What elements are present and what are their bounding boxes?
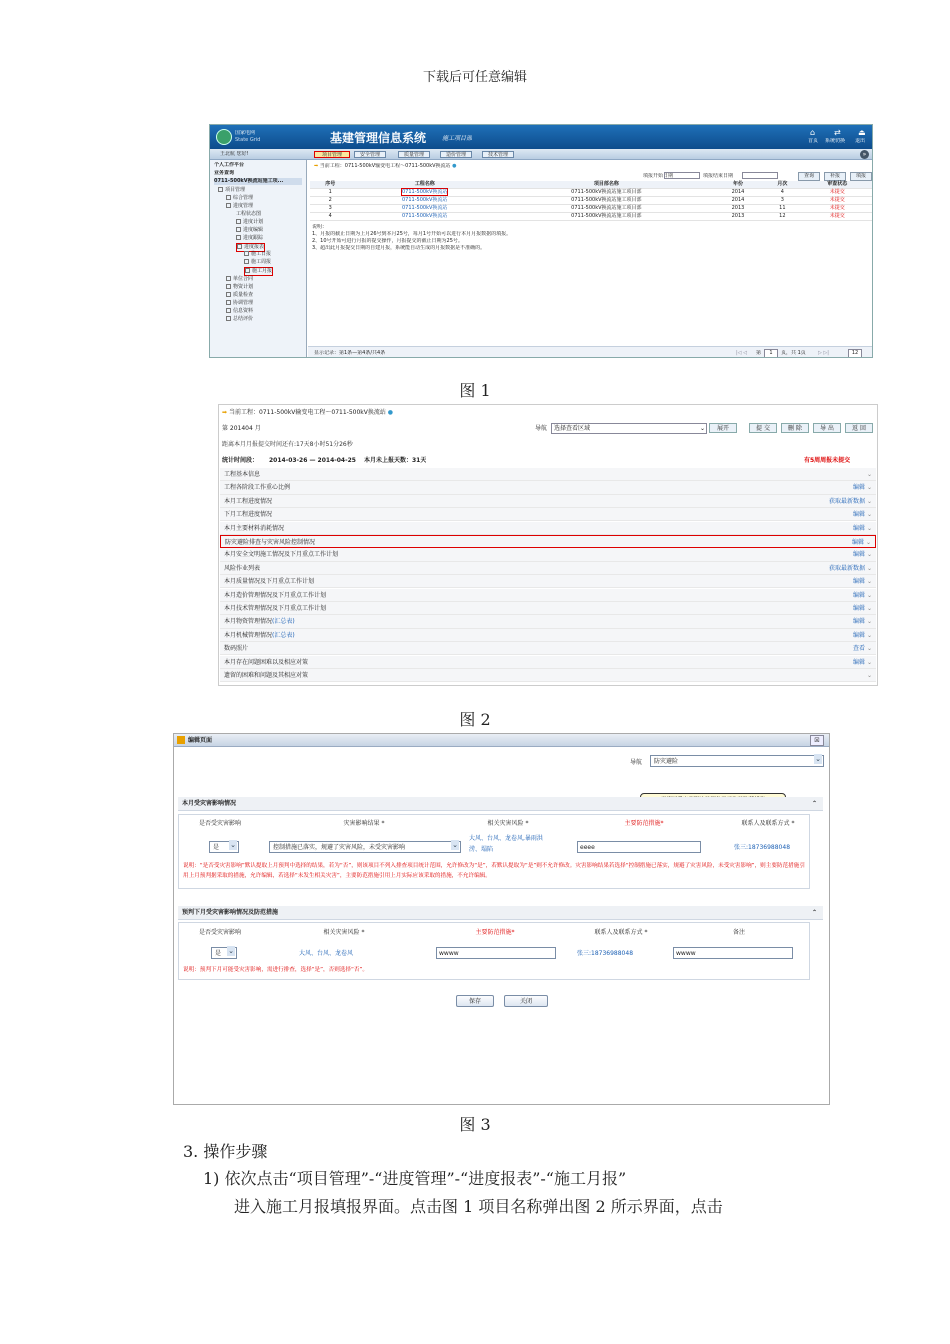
row-action-link[interactable]: 编辑 — [853, 524, 866, 532]
arrow-icon: ➡ — [222, 409, 229, 416]
sidebar-query[interactable]: 业务查询 — [214, 170, 235, 176]
chevron-up-icon: ⌃ — [811, 800, 817, 807]
table-row: 2 0711-500kV换流站 0711-500kV换流站施工项目部 2014 3 未提交 — [310, 197, 872, 205]
caption-1: 图 1 — [459, 381, 491, 400]
chevron-down-icon[interactable]: ⌄ — [865, 524, 872, 532]
remark-input[interactable]: wwww — [673, 947, 793, 959]
section-row[interactable] — [220, 669, 876, 682]
dialog-title: 编辑页面 — [188, 737, 213, 744]
nav-label: 导航 — [535, 425, 548, 432]
tree-item-weekly[interactable]: 施工周报 — [244, 259, 271, 266]
section-row[interactable] — [220, 495, 876, 508]
query-button[interactable]: 查询 — [798, 172, 820, 181]
figure-3-screenshot — [173, 733, 830, 1105]
bubble-icon: ● — [452, 163, 457, 169]
notes-title: 说明： — [312, 224, 328, 230]
row-action-link[interactable]: 编辑 — [853, 605, 866, 612]
section-label: 本月存在问题困难以及相应对策 — [224, 658, 309, 666]
page-label: 第 — [756, 350, 762, 356]
table-row: 4 0711-500kV换流站 0711-500kV换流站施工项目部 2013 12 未提交 — [310, 213, 872, 221]
nav-safety[interactable]: 安全管理 — [354, 151, 386, 158]
chevron-down-icon[interactable]: ⌄ — [865, 511, 872, 519]
folder-icon — [226, 284, 231, 289]
logo-subtext: State Grid — [235, 137, 261, 143]
folder-icon — [236, 219, 241, 224]
sidebar-project[interactable]: 0711-500kV换流站施工项... — [214, 178, 302, 185]
record-count: 显示记录：第1条—第4条/共4条 — [314, 350, 386, 356]
close-button[interactable]: 关闭 — [504, 995, 548, 1007]
doc-icon — [245, 268, 250, 273]
collapse-icon[interactable]: » — [860, 150, 869, 159]
chevron-down-icon[interactable]: ⌄ — [865, 605, 872, 612]
save-button[interactable]: 保存 — [456, 995, 494, 1007]
nav-tech[interactable]: 技术管理 — [482, 151, 514, 158]
tree-item-daily[interactable]: 施工日报 — [244, 251, 271, 258]
section-row[interactable] — [220, 656, 876, 669]
pager-bar — [308, 346, 873, 358]
next-contact-link[interactable]: 张三:18736988048 — [577, 950, 634, 957]
supplement-button[interactable]: 补报 — [824, 172, 846, 181]
unreported-days: 本月未上报天数：31天 — [364, 457, 427, 464]
section-label: 本月主要材料消耗情况 — [224, 524, 285, 532]
related-risk[interactable]: 大风、台风、龙卷风,暴雨洪涝、塌陷 — [469, 835, 543, 853]
next-note: 说明：预判下月可能受灾害影响，需进行排查，选择“是”，否则选择“否”。 — [183, 967, 368, 973]
row-action-link[interactable]: 编辑 — [853, 578, 866, 586]
switch-system-link[interactable]: 系统切换 — [825, 138, 846, 144]
section-label: 本月安全文明施工情况及下月重点工作计划 — [224, 551, 339, 559]
affected-select[interactable]: 是 ⌄ — [209, 841, 239, 853]
expand-button[interactable]: 展开 — [709, 423, 737, 433]
main-panel — [308, 160, 873, 358]
row-action-link[interactable]: 编辑 — [853, 551, 866, 559]
section-row[interactable] — [220, 575, 876, 588]
project-name-link[interactable]: 0711-500kV换流站 — [402, 189, 448, 195]
tree-item-report[interactable]: 进度报表 — [236, 243, 265, 252]
home-link[interactable]: 首页 — [808, 138, 819, 144]
chevron-down-icon[interactable]: ⌄ — [865, 497, 872, 505]
page-total: 页，共 1页 — [781, 350, 806, 356]
breadcrumb: ➡ 当前工程：0711-500kV输变电工程～0711-500kV换流站 ● — [314, 163, 457, 169]
tree-item-summary[interactable]: 总结评价 — [226, 316, 253, 323]
section-row[interactable] — [220, 629, 876, 642]
folder-icon — [226, 292, 231, 297]
row-action-link[interactable]: 编辑 — [853, 511, 866, 519]
section-label: 本月机械管理情况 — [224, 631, 273, 639]
section-row[interactable] — [220, 642, 876, 655]
deadline-countdown: 距离本月月报提交时间还有:17天8小时51分26秒 — [222, 441, 353, 448]
bubble-icon: ● — [387, 409, 394, 416]
section-label: 数码照片 — [224, 645, 249, 653]
folder-icon — [226, 195, 231, 200]
section-current-body: 是否受灾害影响 灾害影响结果 * 相关灾害风险 * 主要防范措施* 联系人及联系方式 * 是 ⌄ 控制措施已落实，规避了灾害风险，未受灾害影响 ⌄ 大风、台风、龙卷风,暴雨洪涝、塌陷 eeee 张三:18736988048 说明：“是否受灾害影响”默认提取上月预判中选择的结果，若为“否”，则该项目不列入排查项目统计范围，允许修改为“是”，若默认提取为“是”则不允许修改。灾害影响结果若选择“控制措施已落实，规避了灾害风险，未受灾害影响”，则主要防范措施引用上月预判据采取的措施，允许编辑，若选择“未发生相关灾害”，主要防范措施引用上月实际应该采取的措施，不允许编辑。 — [178, 814, 810, 889]
tree-item-plan[interactable]: 进度计划 — [236, 219, 263, 226]
nav-cost[interactable]: 造价管理 — [440, 151, 472, 158]
chevron-down-icon[interactable]: ⌄ — [865, 484, 872, 492]
tree-item-info[interactable]: 信息资料 — [226, 308, 253, 315]
folder-icon — [237, 244, 242, 249]
report-table: 序号 工程名称 项目部名称 年份 月次 审查状态 1 0711-500kV换流站 0711-500kV换流站施工项目部 2014 4 未提交 2 0711-500kV换流站 0711-500kV换流站施工项目部 2014 3 未提交 3 0711-500kV换流站 0711-500kV换流站施工项目部 2013 11 未提交 4 0711-500kV换流站 0711-500kV换流站施工项目部 2013 12 未提交 — [310, 181, 872, 221]
top-nav — [210, 149, 873, 160]
tree-item-project-mgmt[interactable]: 项目管理 — [218, 187, 245, 194]
chevron-down-icon[interactable]: ⌄ — [865, 591, 872, 599]
page-input[interactable]: 1 — [764, 349, 778, 358]
step-1-line-2: 进入施工月报填报界面。点击图 1 项目名称弹出图 2 所示界面，点击 — [234, 1197, 723, 1216]
project-name-link[interactable]: 0711-500kV换流站 — [350, 213, 498, 221]
section-row[interactable] — [220, 468, 876, 481]
tree-item-status-chart[interactable]: 工程状态图 — [236, 211, 262, 217]
logout-link[interactable]: 退出 — [855, 138, 866, 144]
section-row[interactable] — [220, 615, 876, 628]
row-action-link[interactable]: 查看 — [853, 645, 866, 653]
project-name-link[interactable]: 0711-500kV换流站 — [350, 205, 498, 213]
note-2: 2、10号开始可进行月报的提交操作，月报提交的截止日期为25号。 — [312, 238, 463, 244]
nav-project-management[interactable]: 项目管理 — [314, 151, 350, 158]
section-label: 风险作业列表 — [224, 564, 261, 572]
chevron-up-icon: ⌃ — [811, 909, 817, 916]
app-banner — [210, 125, 873, 149]
folder-icon — [226, 203, 231, 208]
tree-item-contract[interactable]: 单位合同 — [226, 276, 253, 283]
user-greeting: 王北航 您好! — [220, 151, 249, 157]
tree-item-track[interactable]: 进度跟踪 — [236, 235, 263, 242]
period-label: 统计时间段： — [222, 457, 259, 464]
section-label: 本月质量情况及下月重点工作计划 — [224, 578, 315, 586]
chevron-down-icon[interactable]: ⌄ — [865, 551, 872, 559]
doc-icon — [244, 259, 249, 264]
export-button[interactable]: 导 出 — [813, 423, 841, 433]
tree-item-monthly[interactable]: 施工月报 — [244, 267, 273, 276]
next-last-icon[interactable]: ▷ ▷| — [818, 350, 829, 356]
section-label: 工程各阶段工作重心比例 — [224, 484, 291, 492]
chevron-down-icon[interactable]: ⌄ — [866, 672, 872, 679]
figure-1-screenshot — [209, 124, 873, 358]
folder-icon — [226, 276, 231, 281]
row-action-link[interactable]: 编辑 — [853, 631, 866, 639]
folder-icon — [226, 300, 231, 305]
delete-button[interactable]: 删 除 — [781, 423, 809, 433]
filter-start-label: 填报开始日期 — [643, 173, 674, 179]
period-value: 2014-03-26 — 2014-04-25 — [269, 457, 356, 464]
tree-item-progress[interactable]: 进度管理 — [226, 203, 253, 210]
section-row[interactable] — [220, 522, 876, 535]
exit-icon[interactable]: ⏏ — [858, 128, 866, 137]
tree-item-material[interactable]: 物资计划 — [226, 284, 253, 291]
logo-text: 国家电网 — [235, 130, 256, 136]
folder-icon — [218, 187, 223, 192]
chevron-down-icon[interactable]: ⌄ — [865, 658, 872, 666]
chevron-down-icon[interactable]: ⌄ — [865, 645, 872, 653]
section-next-month: 预判下月受灾害影响情况及防范措施 ⌃ — [178, 906, 823, 920]
chevron-down-icon[interactable]: ⌄ — [866, 471, 872, 478]
nav-select[interactable]: 防灾避险 ⌄ — [650, 755, 824, 767]
page-size-input[interactable]: 12 — [848, 349, 862, 358]
tree-item-coord[interactable]: 协调管理 — [226, 300, 253, 307]
nav-select[interactable]: 选择查看区域 ⌄ — [551, 423, 707, 434]
section-label: 下月工程进度情况 — [224, 511, 273, 519]
chevron-down-icon[interactable]: ⌄ — [865, 618, 872, 626]
contact-link[interactable]: 张三:18736988048 — [734, 844, 791, 851]
next-affected-select[interactable]: 是 ⌄ — [211, 947, 237, 959]
section-row[interactable] — [220, 589, 876, 602]
figure-2-screenshot — [218, 404, 878, 686]
late-weekly-note: 有5周周报未提交 — [804, 457, 851, 464]
folder-icon — [236, 235, 241, 240]
nav-quality[interactable]: 质量管理 — [398, 151, 430, 158]
section-label: 工程基本信息 — [224, 471, 261, 478]
row-action-link[interactable]: 获取最新数据 — [829, 497, 866, 505]
table-row: 3 0711-500kV换流站 0711-500kV换流站施工项目部 2013 11 未提交 — [310, 205, 872, 213]
row-action-link[interactable]: 获取最新数据 — [829, 564, 866, 572]
arrow-icon: ➡ — [314, 163, 320, 169]
folder-icon — [226, 316, 231, 321]
breadcrumb: ➡ 当前工程：0711-500kV输变电工程～0711-500kV换流站 ● — [222, 409, 394, 416]
folder-icon — [226, 308, 231, 313]
summary-link[interactable]: (汇总表) — [272, 618, 295, 626]
section-row[interactable] — [220, 602, 876, 615]
home-icon[interactable]: ⌂ — [810, 128, 816, 137]
doc-icon — [244, 251, 249, 256]
current-note: 说明：“是否受灾害影响”默认提取上月预判中选择的结果，若为“否”，则该项目不列入排查项目统计范围，允许修改为“是”，若默认提取为“是”则不允许修改。灾害影响结果若选择“控制措施已落实，规避了灾害风险，未受灾害影响”，则主要防范措施引用上月预判据采取的措施，允许编辑，若选择“未发生相关灾害”，主要防范措施引用上月实际应该采取的措施，不允许编辑。 — [183, 863, 805, 879]
section-row[interactable] — [220, 508, 876, 521]
next-related-risk[interactable]: 大风、台风、龙卷风 — [299, 950, 354, 957]
tree-item-quality[interactable]: 质量检查 — [226, 292, 253, 299]
row-action-link[interactable]: 编辑 — [853, 658, 866, 666]
table-row: 1 0711-500kV换流站 0711-500kV换流站施工项目部 2014 4 未提交 — [310, 189, 872, 197]
tree-item-general[interactable]: 综合管理 — [226, 195, 253, 202]
caption-3: 图 3 — [459, 1115, 491, 1134]
chevron-down-icon[interactable]: ⌄ — [864, 539, 871, 546]
sidebar-title[interactable]: 个人工作平台 — [214, 162, 245, 168]
project-name-link[interactable]: 0711-500kV换流站 — [350, 197, 498, 205]
impact-result-select[interactable]: 控制措施已落实，规避了灾害风险，未受灾害影响 ⌄ — [269, 841, 461, 853]
submit-button[interactable]: 提 交 — [749, 423, 777, 433]
section-next-body: 是否受灾害影响 相关灾害风险 * 主要防范措施* 联系人及联系方式 * 备注 是 ⌄ 大风、台风、龙卷风 wwww 张三:18736988048 wwww 说明：预判下月可能受灾害影响，需进行排查，选择“是”，否则选择“否”。 — [178, 922, 810, 980]
fill-button[interactable]: 填报 — [850, 172, 872, 181]
next-measure-input[interactable]: wwww — [436, 947, 556, 959]
end-date-input[interactable] — [742, 172, 778, 179]
back-button[interactable]: 返 回 — [845, 423, 873, 433]
header-note: 下载后可任意编辑 — [422, 70, 527, 85]
section-current-month: 本月受灾害影响情况 ⌃ — [178, 797, 823, 811]
edit-icon — [177, 736, 185, 744]
state-grid-logo-icon — [216, 129, 232, 145]
folder-icon — [236, 227, 241, 232]
summary-link[interactable]: (汇总表) — [272, 631, 295, 639]
row-action-link[interactable]: 编辑 — [852, 539, 865, 546]
section-label: 本月工程进度情况 — [224, 497, 273, 505]
sidebar — [210, 160, 307, 358]
section-label: 本月造价管理情况及下月重点工作计划 — [224, 591, 327, 599]
month-label: 第 201404 月 — [222, 425, 261, 432]
section-label: 遗留的困难和问题及其相应对策 — [224, 672, 309, 679]
chevron-down-icon[interactable]: ⌄ — [865, 578, 872, 586]
step-1-line-1: 1) 依次点击“项目管理”-“进度管理”-“进度报表”-“施工月报” — [203, 1169, 627, 1188]
section-row[interactable] — [220, 535, 876, 548]
section-row[interactable] — [220, 562, 876, 575]
measure-input[interactable]: eeee — [577, 841, 701, 853]
chevron-down-icon[interactable]: ⌄ — [865, 631, 872, 639]
step-title: 3. 操作步骤 — [183, 1142, 268, 1161]
chevron-down-icon[interactable]: ⌄ — [865, 564, 872, 572]
section-label: 防灾避险排查与灾害风险控制情况 — [225, 539, 316, 546]
start-date-input[interactable] — [664, 172, 700, 179]
row-action-link[interactable]: 编辑 — [853, 591, 866, 599]
first-prev-icon[interactable]: |◁ ◁ — [736, 350, 747, 356]
section-label: 本月技术管理情况及下月重点工作计划 — [224, 605, 327, 612]
note-3: 3、超出此月报提交日期的自建月报，系统能自动生成的月报数据是不准确的。 — [312, 245, 486, 251]
system-title: 基建管理信息系统 — [330, 131, 427, 145]
chevron-down-icon: ⌄ — [699, 425, 705, 432]
row-action-link[interactable]: 编辑 — [853, 618, 866, 626]
row-action-link[interactable]: 编辑 — [853, 484, 866, 492]
section-row[interactable] — [220, 548, 876, 561]
close-icon[interactable]: ☒ — [810, 735, 824, 746]
nav-label: 导航 — [630, 759, 643, 766]
switch-icon[interactable]: ⇄ — [834, 128, 841, 137]
section-label: 本月物资管理情况 — [224, 618, 273, 626]
caption-2: 图 2 — [459, 710, 491, 729]
tree-item-edit[interactable]: 进度编辑 — [236, 227, 263, 234]
note-1: 1、月报的截止日期为上月26号到本月25号，每月1号开始可以进行本月月报数据的填报。 — [312, 231, 512, 237]
filter-end-label: 填报结束日期 — [703, 173, 734, 179]
section-row[interactable] — [220, 481, 876, 494]
system-subtitle: 施工项目部 — [442, 135, 473, 142]
dialog-titlebar — [174, 734, 829, 747]
